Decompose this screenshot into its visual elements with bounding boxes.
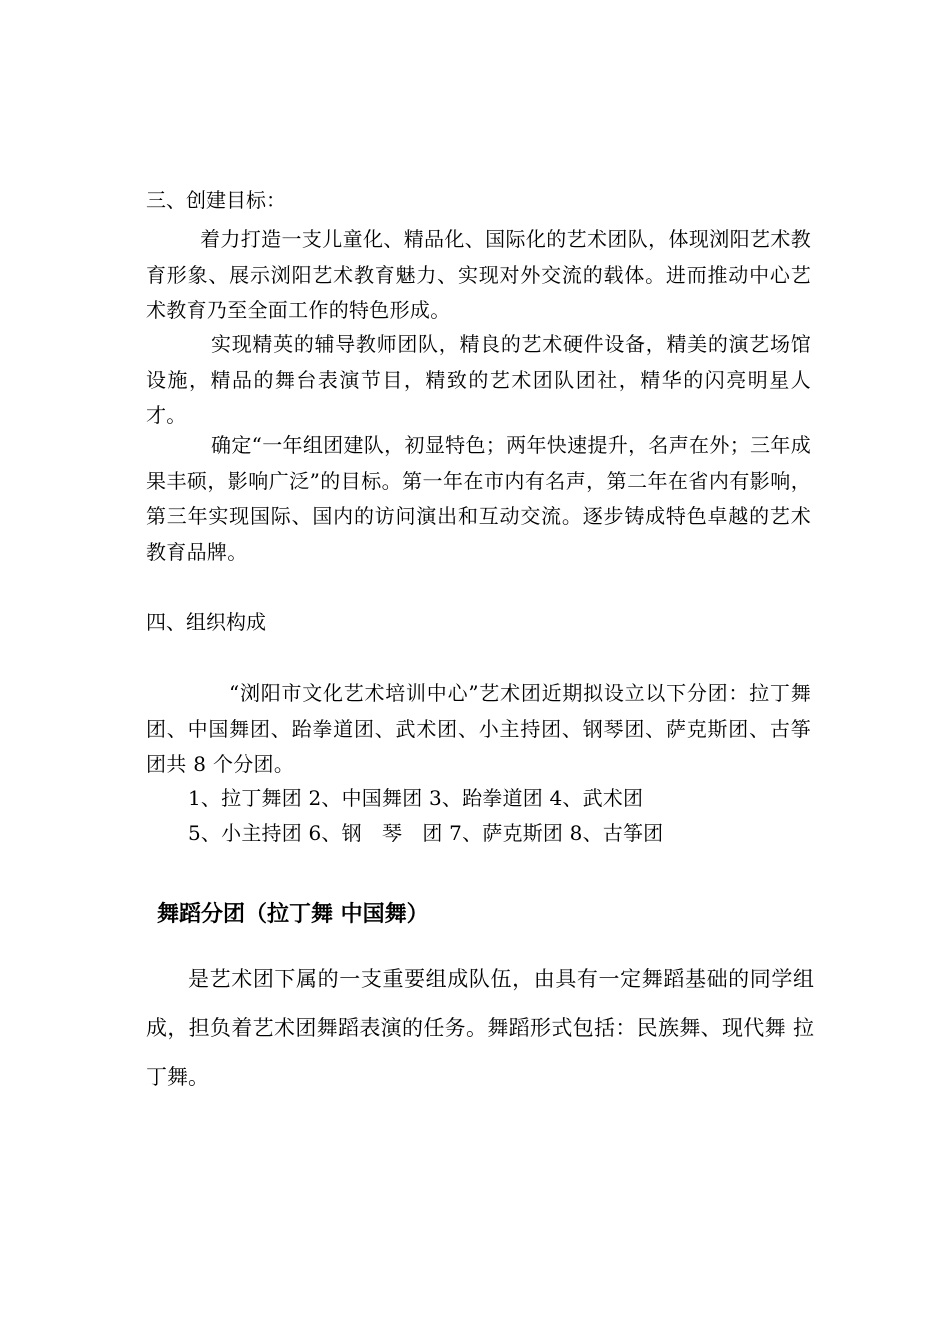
section-3-heading: 三、创建目标： bbox=[146, 188, 286, 212]
section-3-paragraph-2: 实现精英的辅导教师团队，精良的艺术硬件设备，精美的演艺场馆设施，精品的舞台表演节目，精致的艺术团队团社，精华的闪亮明星人才。 bbox=[146, 332, 811, 427]
section-3-paragraph-3: 确定“一年组团建队，初显特色；两年快速提升，名声在外；三年成果丰硕，影响广泛”的目标。第一年在市内有名声，第二年在省内有影响，第三年实现国际、国内的访问演出和互动交流。逐步铸成特色卓越的艺术教育品牌。 bbox=[146, 433, 811, 564]
dance-troupe-title: 舞蹈分团（拉丁舞 中国舞） bbox=[157, 902, 429, 927]
section-4-heading: 四、组织构成 bbox=[146, 610, 266, 634]
troupe-list-line-1: 1、拉丁舞团 2、中国舞团 3、跆拳道团 4、武术团 bbox=[188, 786, 644, 810]
dance-troupe-description: 是艺术团下属的一支重要组成队伍，由具有一定舞蹈基础的同学组成，担负着艺术团舞蹈表演的任务。舞蹈形式包括：民族舞、现代舞 拉丁舞。 bbox=[146, 967, 814, 1089]
section-3-paragraph-1: 着力打造一支儿童化、精品化、国际化的艺术团队，体现浏阳艺术教育形象、展示浏阳艺术教育魅力、实现对外交流的载体。进而推动中心艺术教育乃至全面工作的特色形成。 bbox=[146, 227, 811, 322]
troupe-list-line-2: 5、小主持团 6、钢 琴 团 7、萨克斯团 8、古筝团 bbox=[188, 821, 664, 845]
section-4-intro: “浏阳市文化艺术培训中心”艺术团近期拟设立以下分团：拉丁舞团、中国舞团、跆拳道团、武术团、小主持团、钢琴团、萨克斯团、古筝团共 8 个分团。 bbox=[146, 681, 811, 776]
